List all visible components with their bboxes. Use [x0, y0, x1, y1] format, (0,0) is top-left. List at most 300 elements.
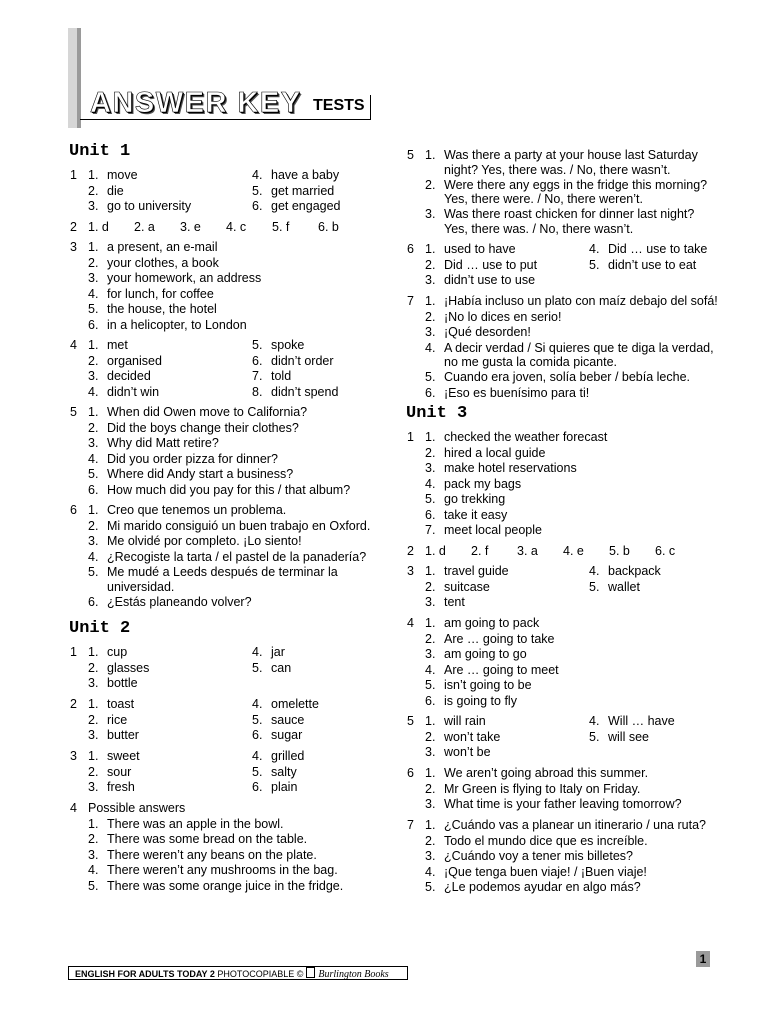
- answer-row: [70, 749, 390, 765]
- answer-item: 4. c: [226, 220, 247, 234]
- unit-title: Unit 3: [406, 404, 468, 423]
- exercise-number: 1: [70, 168, 77, 182]
- item-number: 2.: [88, 183, 99, 198]
- item-text: ¿Cuándo voy a tener mis billetes?: [444, 849, 633, 863]
- page-title: ANSWER KEY: [90, 87, 302, 119]
- publisher-logo-icon: [306, 967, 315, 978]
- item-number: 2.: [88, 712, 99, 727]
- exercise-3: [70, 240, 390, 333]
- item-number: 2.: [88, 420, 99, 435]
- item-text: in a helicopter, to London: [107, 317, 247, 332]
- item-text: the house, the hotel: [107, 302, 217, 316]
- item-text: am going to pack: [444, 616, 540, 630]
- item-text: sweet: [107, 749, 140, 763]
- item-number: 4.: [425, 476, 436, 491]
- item-number: 3.: [88, 676, 99, 690]
- answer-row: [407, 446, 727, 462]
- answer-item: 2. a: [134, 220, 155, 234]
- item-number: 5.: [88, 467, 99, 481]
- item-text-continued: no me gusta la comida picante.: [444, 355, 618, 369]
- item-text: Was there roast chicken for dinner last night?: [444, 207, 695, 221]
- item-number: 1.: [88, 338, 99, 352]
- answer-row: [407, 370, 727, 386]
- exercise-number: 2: [407, 544, 414, 558]
- item-number: 5.: [88, 565, 99, 579]
- answer-row: [70, 519, 390, 535]
- exercise-number: 3: [407, 564, 414, 578]
- answer-row: [407, 564, 727, 580]
- item-text: What time is your father leaving tomorrow?: [444, 797, 682, 811]
- item-text: fresh: [107, 780, 135, 794]
- answer-row: [407, 242, 727, 258]
- exercise-1: [407, 430, 727, 539]
- answer-row: [407, 341, 727, 357]
- answer-row: [70, 817, 390, 833]
- item-text: organised: [107, 353, 162, 368]
- answer-row: [70, 385, 390, 401]
- item-text: your homework, an address: [107, 271, 262, 285]
- item-number: 5.: [425, 678, 436, 692]
- answer-row: [70, 287, 390, 303]
- exercise-number: 5: [70, 405, 77, 419]
- item-text: isn’t going to be: [444, 678, 532, 692]
- item-number: 5.: [589, 257, 600, 272]
- item-number: 4.: [252, 697, 263, 711]
- item-number: 6.: [252, 728, 263, 742]
- item-number: 2.: [425, 257, 436, 272]
- item-text-continued: Yes, there was. / No, there wasn’t.: [444, 221, 634, 236]
- item-number: 5.: [88, 302, 99, 316]
- item-text: Were there any eggs in the fridge this morning?: [444, 177, 708, 192]
- item-text: won’t be: [444, 745, 491, 759]
- item-number: 3.: [425, 595, 436, 609]
- item-text: ¿Estás planeando volver?: [107, 594, 252, 609]
- answer-row: [407, 880, 727, 896]
- answer-row: [407, 325, 727, 341]
- item-number: 1.: [88, 645, 99, 659]
- answer-row: [70, 467, 390, 483]
- item-text: There was some orange juice in the fridge.: [107, 878, 344, 893]
- item-number: 6.: [88, 482, 99, 497]
- item-text: decided: [107, 369, 151, 383]
- item-number: 1.: [88, 503, 99, 517]
- item-number: 3.: [425, 207, 436, 221]
- item-number: 3.: [425, 325, 436, 339]
- exercise-number: 1: [70, 645, 77, 659]
- item-text: get married: [271, 183, 335, 198]
- item-number: 1.: [88, 240, 99, 254]
- answer-row: [70, 661, 390, 677]
- item-text: suitcase: [444, 579, 490, 594]
- item-text: am going to go: [444, 647, 527, 661]
- item-number: 5.: [252, 712, 263, 727]
- item-text: A decir verdad / Si quieres que te diga la verdad,: [444, 340, 714, 355]
- item-text: Will … have: [608, 714, 675, 728]
- item-number: 1.: [88, 816, 99, 831]
- item-text: When did Owen move to California?: [107, 405, 308, 419]
- item-number: 3.: [425, 745, 436, 759]
- answer-row: [70, 421, 390, 437]
- item-text: backpack: [608, 564, 661, 578]
- item-text: is going to fly: [444, 693, 517, 708]
- item-text: tent: [444, 595, 465, 609]
- item-number: 3.: [88, 369, 99, 383]
- item-text: wallet: [608, 579, 640, 594]
- item-text: Creo que tenemos un problema.: [107, 503, 287, 517]
- answer-row: [407, 508, 727, 524]
- answer-row: [70, 483, 390, 499]
- item-number: 4.: [88, 863, 99, 877]
- answer-row: [407, 730, 727, 746]
- answer-row: [407, 714, 727, 730]
- item-number: 4.: [425, 864, 436, 879]
- item-number: 2.: [425, 579, 436, 594]
- item-text: There was some bread on the table.: [107, 832, 308, 846]
- item-number: 5.: [425, 880, 436, 894]
- item-number: 1.: [425, 148, 436, 162]
- item-text: We aren’t going abroad this summer.: [444, 766, 649, 780]
- item-number: 1.: [425, 818, 436, 832]
- exercise-heading: Possible answers: [88, 801, 186, 815]
- item-text: Was there a party at your house last Saturday: [444, 148, 698, 162]
- item-number: 3.: [88, 728, 99, 742]
- item-text-continued: night? Yes, there was. / No, there wasn’t.: [444, 162, 671, 177]
- exercise-number: 3: [70, 749, 77, 763]
- exercise-number: 2: [70, 697, 77, 711]
- item-text: There was an apple in the bowl.: [107, 816, 284, 831]
- exercise-4: [407, 616, 727, 709]
- item-number: 7.: [425, 523, 436, 537]
- item-text: get engaged: [271, 199, 341, 213]
- exercise-number: 6: [407, 766, 414, 780]
- item-text: met: [107, 338, 128, 352]
- item-number: 2.: [425, 309, 436, 324]
- item-number: 5.: [425, 370, 436, 384]
- answer-item: 5. b: [609, 544, 630, 558]
- item-text: rice: [107, 712, 128, 727]
- item-text: How much did you pay for this / that album?: [107, 482, 351, 497]
- item-number: 4.: [589, 564, 600, 578]
- answer-row: [70, 184, 390, 200]
- item-text: ¿Le podemos ayudar en algo más?: [444, 880, 641, 894]
- answer-row: [407, 632, 727, 648]
- item-text: meet local people: [444, 523, 542, 537]
- item-text: used to have: [444, 242, 516, 256]
- item-text: ¡No lo dices en serio!: [444, 309, 562, 324]
- exercise-5: [70, 405, 390, 498]
- item-number: 4.: [252, 749, 263, 763]
- answer-row: [407, 595, 727, 611]
- answer-row: [407, 663, 727, 679]
- item-text: Me olvidé por completo. ¡Lo siento!: [107, 534, 302, 548]
- answer-row: [70, 302, 390, 318]
- item-number: 4.: [88, 286, 99, 301]
- answer-row: [407, 616, 727, 632]
- answer-item: 3. a: [517, 544, 538, 558]
- item-number: 2.: [425, 781, 436, 796]
- item-number: 5.: [589, 579, 600, 594]
- item-number: 1.: [425, 714, 436, 728]
- item-number: 6.: [88, 594, 99, 609]
- exercise-number: 6: [407, 242, 414, 256]
- item-number: 5.: [252, 183, 263, 198]
- exercise-number: 7: [407, 818, 414, 832]
- item-text: take it easy: [444, 507, 508, 522]
- item-number: 5.: [589, 729, 600, 744]
- answer-row: [407, 745, 727, 761]
- item-number: 1.: [88, 405, 99, 419]
- item-number: 4.: [425, 662, 436, 677]
- item-number: 6.: [88, 317, 99, 332]
- answer-row: [70, 645, 390, 661]
- item-text: Mr Green is flying to Italy on Friday.: [444, 781, 641, 796]
- item-number: 2.: [425, 729, 436, 744]
- item-number: 4.: [88, 549, 99, 564]
- answer-row: [70, 338, 390, 354]
- item-number: 6.: [425, 385, 436, 400]
- answer-row: [407, 148, 727, 164]
- item-text: glasses: [107, 660, 150, 675]
- exercise-number: 4: [70, 801, 77, 815]
- copyright-symbol: ©: [296, 969, 304, 979]
- item-number: 8.: [252, 384, 263, 399]
- answer-row: [70, 879, 390, 895]
- item-text: go trekking: [444, 492, 506, 506]
- item-text: cup: [107, 645, 128, 659]
- item-number: 2.: [88, 660, 99, 675]
- answer-row: [407, 523, 727, 539]
- item-text: Me mudé a Leeds después de terminar la: [107, 565, 338, 579]
- answer-item: 4. e: [563, 544, 584, 558]
- item-number: 1.: [88, 168, 99, 182]
- answer-row: [70, 801, 390, 817]
- item-text-continued: universidad.: [107, 579, 175, 594]
- item-text: sugar: [271, 728, 303, 742]
- item-text: go to university: [107, 199, 192, 213]
- answer-row: [70, 697, 390, 713]
- item-number: 5.: [252, 338, 263, 352]
- answer-row: [70, 369, 390, 385]
- answer-row: [407, 258, 727, 274]
- item-number: 6.: [252, 353, 263, 368]
- item-text: Are … going to meet: [444, 662, 559, 677]
- answer-item: 6. c: [655, 544, 676, 558]
- exercise-6: [407, 242, 727, 289]
- item-number: 5.: [252, 764, 263, 779]
- item-number: 6.: [425, 507, 436, 522]
- exercise-4: [70, 801, 390, 894]
- item-text: for lunch, for coffee: [107, 286, 214, 301]
- answer-row: [407, 782, 727, 798]
- answer-row: [70, 534, 390, 550]
- answer-row: [70, 728, 390, 744]
- item-text: Did the boys change their clothes?: [107, 420, 299, 435]
- answer-row: [70, 550, 390, 566]
- exercise-number: 4: [70, 338, 77, 352]
- item-text: will see: [608, 729, 649, 744]
- exercise-4: [70, 338, 390, 400]
- answer-row: [407, 818, 727, 834]
- item-text: didn’t spend: [271, 384, 339, 399]
- answer-item: 1. d: [88, 220, 109, 234]
- item-text: sour: [107, 764, 132, 779]
- item-text: salty: [271, 764, 297, 779]
- item-text: Todo el mundo dice que es increíble.: [444, 833, 648, 848]
- item-number: 1.: [425, 430, 436, 444]
- footer-publisher: Burlington Books: [318, 969, 389, 980]
- item-text: move: [107, 168, 138, 182]
- item-text: told: [271, 369, 292, 383]
- item-number: 5.: [88, 878, 99, 893]
- item-text: your clothes, a book: [107, 255, 219, 270]
- item-number: 4.: [252, 645, 263, 659]
- footer: [68, 966, 408, 980]
- answer-row: [70, 199, 390, 215]
- item-number: 3.: [88, 534, 99, 548]
- answer-row: [70, 256, 390, 272]
- answer-row: [70, 780, 390, 796]
- answer-row: [70, 405, 390, 421]
- answer-row: [407, 834, 727, 850]
- exercise-number: 5: [407, 148, 414, 162]
- answer-row: [70, 436, 390, 452]
- item-text: ¡Eso es buenísimo para ti!: [444, 385, 590, 400]
- answer-row: [407, 294, 727, 310]
- item-text: will rain: [444, 714, 486, 728]
- item-number: 3.: [425, 797, 436, 811]
- page-subtitle: TESTS: [313, 97, 365, 114]
- answer-row: [70, 863, 390, 879]
- answer-row: [407, 678, 727, 694]
- answer-item: 3. e: [180, 220, 201, 234]
- item-number: 6.: [252, 199, 263, 213]
- exercise-5: [407, 714, 727, 761]
- exercise-3: [407, 564, 727, 611]
- item-number: 1.: [425, 564, 436, 578]
- answer-row: [70, 354, 390, 370]
- item-text: die: [107, 183, 124, 198]
- unit-title: Unit 2: [69, 619, 131, 638]
- item-text: can: [271, 660, 292, 675]
- item-number: 2.: [88, 764, 99, 779]
- item-text: Are … going to take: [444, 631, 555, 646]
- exercise-number: 7: [407, 294, 414, 308]
- answer-row: [70, 503, 390, 519]
- item-number: 4.: [425, 340, 436, 355]
- item-text: jar: [271, 645, 285, 659]
- page-number: 1: [696, 951, 710, 967]
- item-text: Mi marido consiguió un buen trabajo en Oxford.: [107, 518, 371, 533]
- item-text: Cuando era joven, solía beber / bebía leche.: [444, 370, 691, 384]
- item-number: 5.: [425, 492, 436, 506]
- item-number: 1.: [425, 766, 436, 780]
- item-text: bottle: [107, 676, 138, 690]
- item-text: grilled: [271, 749, 305, 763]
- item-number: 3.: [88, 271, 99, 285]
- answer-row: [70, 832, 390, 848]
- item-text: travel guide: [444, 564, 509, 578]
- item-number: 6.: [425, 693, 436, 708]
- item-text: butter: [107, 728, 139, 742]
- answer-item: 2. f: [471, 544, 489, 558]
- item-text: There weren’t any mushrooms in the bag.: [107, 863, 338, 877]
- item-text: make hotel reservations: [444, 461, 577, 475]
- answer-row: [407, 647, 727, 663]
- item-text: There weren’t any beans on the plate.: [107, 847, 317, 862]
- answer-row: [70, 765, 390, 781]
- answer-row: [70, 848, 390, 864]
- item-number: 2.: [425, 445, 436, 460]
- item-number: 1.: [425, 294, 436, 308]
- unit-title: Unit 1: [69, 142, 131, 161]
- item-number: 7.: [252, 369, 263, 383]
- item-number: 3.: [88, 780, 99, 794]
- item-number: 4.: [589, 242, 600, 256]
- answer-row: [407, 492, 727, 508]
- item-number: 6.: [252, 780, 263, 794]
- answer-row: [407, 386, 727, 402]
- answer-item: 6. b: [318, 220, 339, 234]
- item-number: 1.: [88, 697, 99, 711]
- exercise-number: 1: [407, 430, 414, 444]
- item-number: 5.: [252, 660, 263, 675]
- exercise-5: [407, 148, 727, 237]
- item-text: didn’t order: [271, 353, 334, 368]
- item-number: 2.: [88, 518, 99, 533]
- item-text: didn’t use to eat: [608, 257, 697, 272]
- exercise-2: [70, 697, 390, 744]
- exercise-2: [70, 220, 390, 235]
- exercise-number: 3: [70, 240, 77, 254]
- answer-row: [407, 273, 727, 289]
- item-number: 3.: [425, 647, 436, 661]
- item-text: a present, an e-mail: [107, 240, 218, 254]
- answer-row: [407, 461, 727, 477]
- answer-row: [70, 565, 390, 581]
- item-text: toast: [107, 697, 135, 711]
- answer-row: [70, 676, 390, 692]
- inline-answers: [407, 544, 727, 559]
- exercise-6: [70, 503, 390, 610]
- answer-row: [407, 580, 727, 596]
- item-number: 2.: [425, 631, 436, 646]
- item-number: 1.: [425, 616, 436, 630]
- exercise-7: [407, 818, 727, 896]
- item-text-continued: Yes, there were. / No, there weren’t.: [444, 192, 643, 206]
- exercise-3: [70, 749, 390, 796]
- item-text: checked the weather forecast: [444, 430, 608, 444]
- item-number: 3.: [425, 849, 436, 863]
- answer-row: [70, 271, 390, 287]
- answer-row: [407, 178, 727, 194]
- item-text: Did you order pizza for dinner?: [107, 451, 278, 466]
- exercise-2: [407, 544, 727, 559]
- exercise-number: 6: [70, 503, 77, 517]
- exercise-6: [407, 766, 727, 813]
- answer-row: [407, 766, 727, 782]
- item-number: 2.: [88, 832, 99, 846]
- inline-answers: [70, 220, 390, 235]
- item-text: omelette: [271, 697, 319, 711]
- item-text: Did … use to put: [444, 257, 538, 272]
- item-number: 4.: [252, 168, 263, 182]
- item-number: 1.: [88, 749, 99, 763]
- item-number: 2.: [88, 353, 99, 368]
- item-text: ¿Recogiste la tarta / el pastel de la panadería?: [107, 549, 367, 564]
- answer-row: [407, 477, 727, 493]
- item-text: ¡Que tenga buen viaje! / ¡Buen viaje!: [444, 864, 647, 879]
- answer-row: [407, 310, 727, 326]
